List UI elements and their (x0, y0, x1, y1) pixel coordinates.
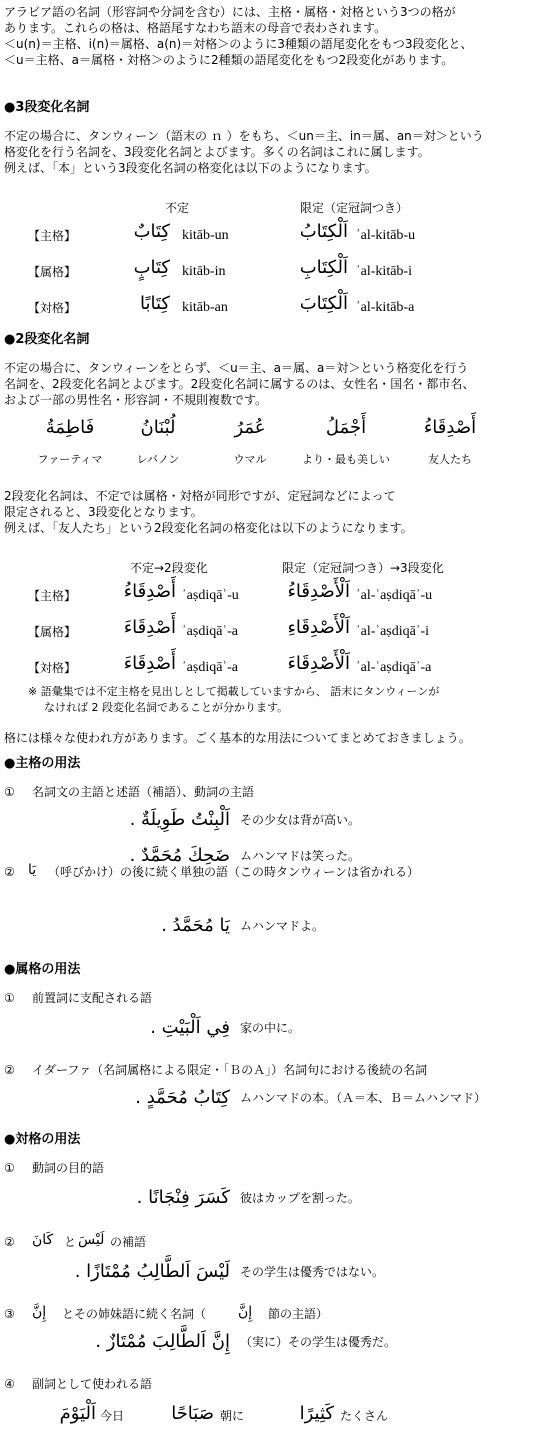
arabic-inline-ya: يَا (28, 862, 37, 878)
diptote-description-2 (4, 488, 413, 536)
translit-definite-nominative: ʾal-kitāb-u (356, 228, 416, 243)
adverb-gloss-today: 今日 (100, 1409, 125, 1423)
translit-indefinite-nominative: ʾaṣdiqāʾ-u (182, 588, 239, 603)
case-label-accusative: 【対格】 (28, 301, 77, 315)
example-word-asdiqa: أَصْدِقَاءُ (423, 417, 477, 438)
example-translation: ムハンマドの本。（Ａ＝本、Ｂ＝ムハンマド） (240, 1091, 487, 1105)
note-line: ※ 語彙集では不定主格を見出しとして掲載していますから、 語末にタンウィーンが (28, 685, 440, 698)
example-gloss-fatima: ファーティマ (37, 453, 103, 466)
arabic-indefinite-accusative: كِتَابًا (140, 293, 170, 314)
arabic-definite-nominative: اَلْكِتَابُ (299, 221, 348, 242)
text-line: 例えば、「友人たち」という2段変化名詞の格変化は以下のようになります。 (4, 521, 413, 535)
arabic-definite-accusative: اَلْكِتَابَ (299, 293, 348, 314)
adverb-gloss-morning: 朝に (220, 1409, 245, 1423)
item-title: イダーファ（名詞属格による限定・「ＢのＡ」）名詞句における後続の名詞 (32, 1063, 428, 1077)
translit-definite-genitive: ʾal-kitāb-i (356, 264, 412, 279)
note-line: なければ 2 段変化名詞であることが分かります。 (44, 701, 289, 714)
arabic-example: لَيْسَ اَلطَّالِبُ مُمْتَازًا . (74, 1261, 230, 1282)
translit-indefinite-accusative: ʾaṣdiqāʾ-a (182, 660, 238, 675)
text-line: 格変化を行う名詞を、3段変化名詞とよびます。多くの名詞はこれに属します。 (4, 145, 430, 159)
adverb-arabic-today: اَلْيَوْمَ (59, 1403, 96, 1424)
example-gloss-asdiqa: 友人たち (428, 453, 472, 466)
section-heading-accusative: ●対格の用法 (4, 1132, 81, 1147)
arabic-example: فِي اَلْبَيْتِ . (150, 1017, 230, 1038)
arabic-inline-inna: إِنَّ (238, 1304, 253, 1320)
arabic-indefinite-genitive: أَصْدِقَاءَ (123, 617, 176, 638)
text-line: 名詞を、2段変化名詞とよびます。2段変化名詞に属するのは、女性名・国名・都市名、 (4, 377, 475, 391)
item-title: （呼びかけ）の後に続く単独の語（この時タンウィーンは省かれる） (48, 865, 420, 879)
arabic-indefinite-accusative: أَصْدِقَاءَ (123, 653, 176, 674)
text-line: および一部の男性名・形容詞・不規則複数です。 (4, 393, 268, 407)
arabic-example: كَسَرَ فِنْجَانًا . (136, 1187, 230, 1208)
example-gloss-lebanon: レバノン (136, 453, 180, 466)
item-title: 副詞として使われる語 (32, 1377, 153, 1391)
arabic-example: كِتَابُ مُحَمَّدٍ . (135, 1087, 230, 1108)
case-label-genitive: 【属格】 (28, 265, 77, 279)
arabic-example: يَا مُحَمَّدُ . (161, 915, 230, 936)
case-label-nominative: 【主格】 (28, 229, 77, 243)
example-translation: ムハンマドは笑った。 (240, 849, 361, 863)
example-translation: その少女は背が高い。 (240, 813, 361, 827)
item-number: ③ (4, 1307, 15, 1321)
section-heading-triptote: ●3段変化名詞 (4, 100, 90, 115)
arabic-indefinite-genitive: كِتَابٍ (133, 257, 170, 278)
example-translation: その学生は優秀ではない。 (240, 1265, 385, 1279)
translit-definite-accusative: ʾal-ʾaṣdiqāʾ-a (356, 660, 432, 675)
item-title: 名詞文の主語と述語（補語）、動詞の主語 (32, 785, 255, 799)
text-line: 不定の場合に、タンウィーンをとらず、＜u＝主、a＝属、a＝対＞という格変化を行う (4, 361, 469, 375)
arabic-indefinite-nominative: أَصْدِقَاءُ (123, 581, 176, 602)
translit-indefinite-genitive: kitāb-in (182, 264, 226, 279)
diptote-description (4, 360, 474, 408)
translit-definite-genitive: ʾal-ʾaṣdiqāʾ-i (356, 624, 430, 639)
section-heading-genitive: ●属格の用法 (4, 962, 81, 977)
text-line: 例えば、「本」という3段変化名詞の格変化は以下のようになります。 (4, 161, 377, 175)
intro-line: アラビア語の名詞（形容詞や分詞を含む）には、主格・属格・対格という3つの格が (4, 5, 456, 19)
example-translation: 彼はカップを割った。 (240, 1191, 360, 1205)
example-translation: 家の中に。 (240, 1021, 301, 1035)
section-heading-nominative: ●主格の用法 (4, 756, 81, 771)
translit-definite-accusative: ʾal-kitāb-a (356, 300, 415, 315)
translit-indefinite-nominative: kitāb-un (182, 228, 229, 243)
text-line: 不定の場合に、タンウィーン（語末の ｎ ）をもち、＜un＝主、in＝属、an＝対＞という (4, 129, 484, 143)
text-line: 2段変化名詞は、不定では属格・対格が同形ですが、定冠詞などによって (4, 489, 396, 503)
arabic-definite-genitive: اَلْأَصْدِقَاءِ (287, 617, 350, 638)
item-number: ① (4, 991, 15, 1005)
intro-line: ＜u＝主格、a＝属格・対格＞のように2種類の語尾変化をもつ2段変化があります。 (4, 53, 454, 67)
section-heading-diptote: ●2段変化名詞 (4, 332, 90, 347)
column-header-definite: 限定（定冠詞つき） (300, 201, 409, 215)
item-number: ① (4, 1161, 15, 1175)
adverb-arabic-much: كَثِيرًا (299, 1403, 334, 1424)
adverb-gloss-much: たくさん (340, 1409, 389, 1423)
arabic-indefinite-nominative: كِتَابٌ (133, 221, 170, 242)
item-number: ② (4, 865, 15, 879)
example-word-fatima: فَاطِمَةُ (45, 417, 95, 438)
arabic-inline-kana: كَانَ (32, 1232, 54, 1248)
arabic-inline-inna: إِنَّ (32, 1304, 47, 1320)
arabic-example: ضَحِكَ مُحَمَّدٌ . (129, 845, 230, 866)
column-header-indefinite: 不定→2段変化 (130, 561, 208, 575)
item-number: ④ (4, 1377, 15, 1391)
item-number: ① (4, 785, 15, 799)
column-header-definite: 限定（定冠詞つき）→3段変化 (282, 561, 444, 575)
usage-intro: 格には様々な使われ方があります。ごく基本的な用法についてまとめておきましょう。 (4, 731, 471, 745)
item-number: ② (4, 1235, 15, 1249)
example-word-lebanon: لُبْنَانُ (140, 417, 176, 438)
arabic-definite-genitive: اَلْكِتَابِ (299, 257, 348, 278)
arabic-example: اَلْبِنْتُ طَوِيلَةٌ . (129, 809, 230, 830)
example-gloss-umar: ウマル (233, 453, 267, 466)
item-title-connector: と (64, 1235, 77, 1249)
item-title: の補語 (110, 1235, 147, 1249)
translit-indefinite-genitive: ʾaṣdiqāʾ-a (182, 624, 238, 639)
example-word-umar: عُمَرُ (234, 417, 266, 438)
column-header-indefinite: 不定 (165, 201, 190, 215)
item-title: 前置詞に支配される語 (32, 991, 153, 1005)
arabic-inline-laysa: لَيْسَ (78, 1232, 105, 1248)
intro-paragraph (4, 4, 472, 68)
intro-line: あります。これらの格は、格語尾すなわち語末の母音で表わされます。 (4, 21, 387, 35)
arabic-definite-nominative: اَلْأَصْدِقَاءُ (287, 581, 350, 602)
text-line: 限定されると、3段変化となります。 (4, 505, 203, 519)
example-translation: （実に）その学生は優秀だ。 (240, 1335, 397, 1349)
triptote-description (4, 128, 484, 176)
translit-definite-nominative: ʾal-ʾaṣdiqāʾ-u (356, 588, 433, 603)
case-label-genitive: 【属格】 (28, 625, 77, 639)
example-gloss-ajmal: より・最も美しい (302, 453, 390, 466)
case-label-accusative: 【対格】 (28, 661, 77, 675)
adverb-arabic-morning: صَبَاحًا (171, 1403, 214, 1424)
item-title: 動詞の目的語 (32, 1161, 105, 1175)
example-translation: ムハンマドよ。 (240, 919, 325, 933)
item-title: 節の主語） (268, 1307, 329, 1321)
item-number: ② (4, 1063, 15, 1077)
example-word-ajmal: أَجْمَلُ (325, 417, 367, 438)
case-label-nominative: 【主格】 (28, 589, 77, 603)
arabic-example: إِنَّ اَلطَّالِبَ مُمْتَازٌ . (95, 1331, 230, 1352)
item-title: とその姉妹語に続く名詞（ (62, 1307, 207, 1321)
intro-line: ＜u(n)＝主格、i(n)＝属格、a(n)＝対格＞のように3種類の語尾変化をもつ3段変化と、 (4, 37, 473, 51)
arabic-definite-accusative: اَلْأَصْدِقَاءَ (287, 653, 350, 674)
translit-indefinite-accusative: kitāb-an (182, 300, 228, 315)
